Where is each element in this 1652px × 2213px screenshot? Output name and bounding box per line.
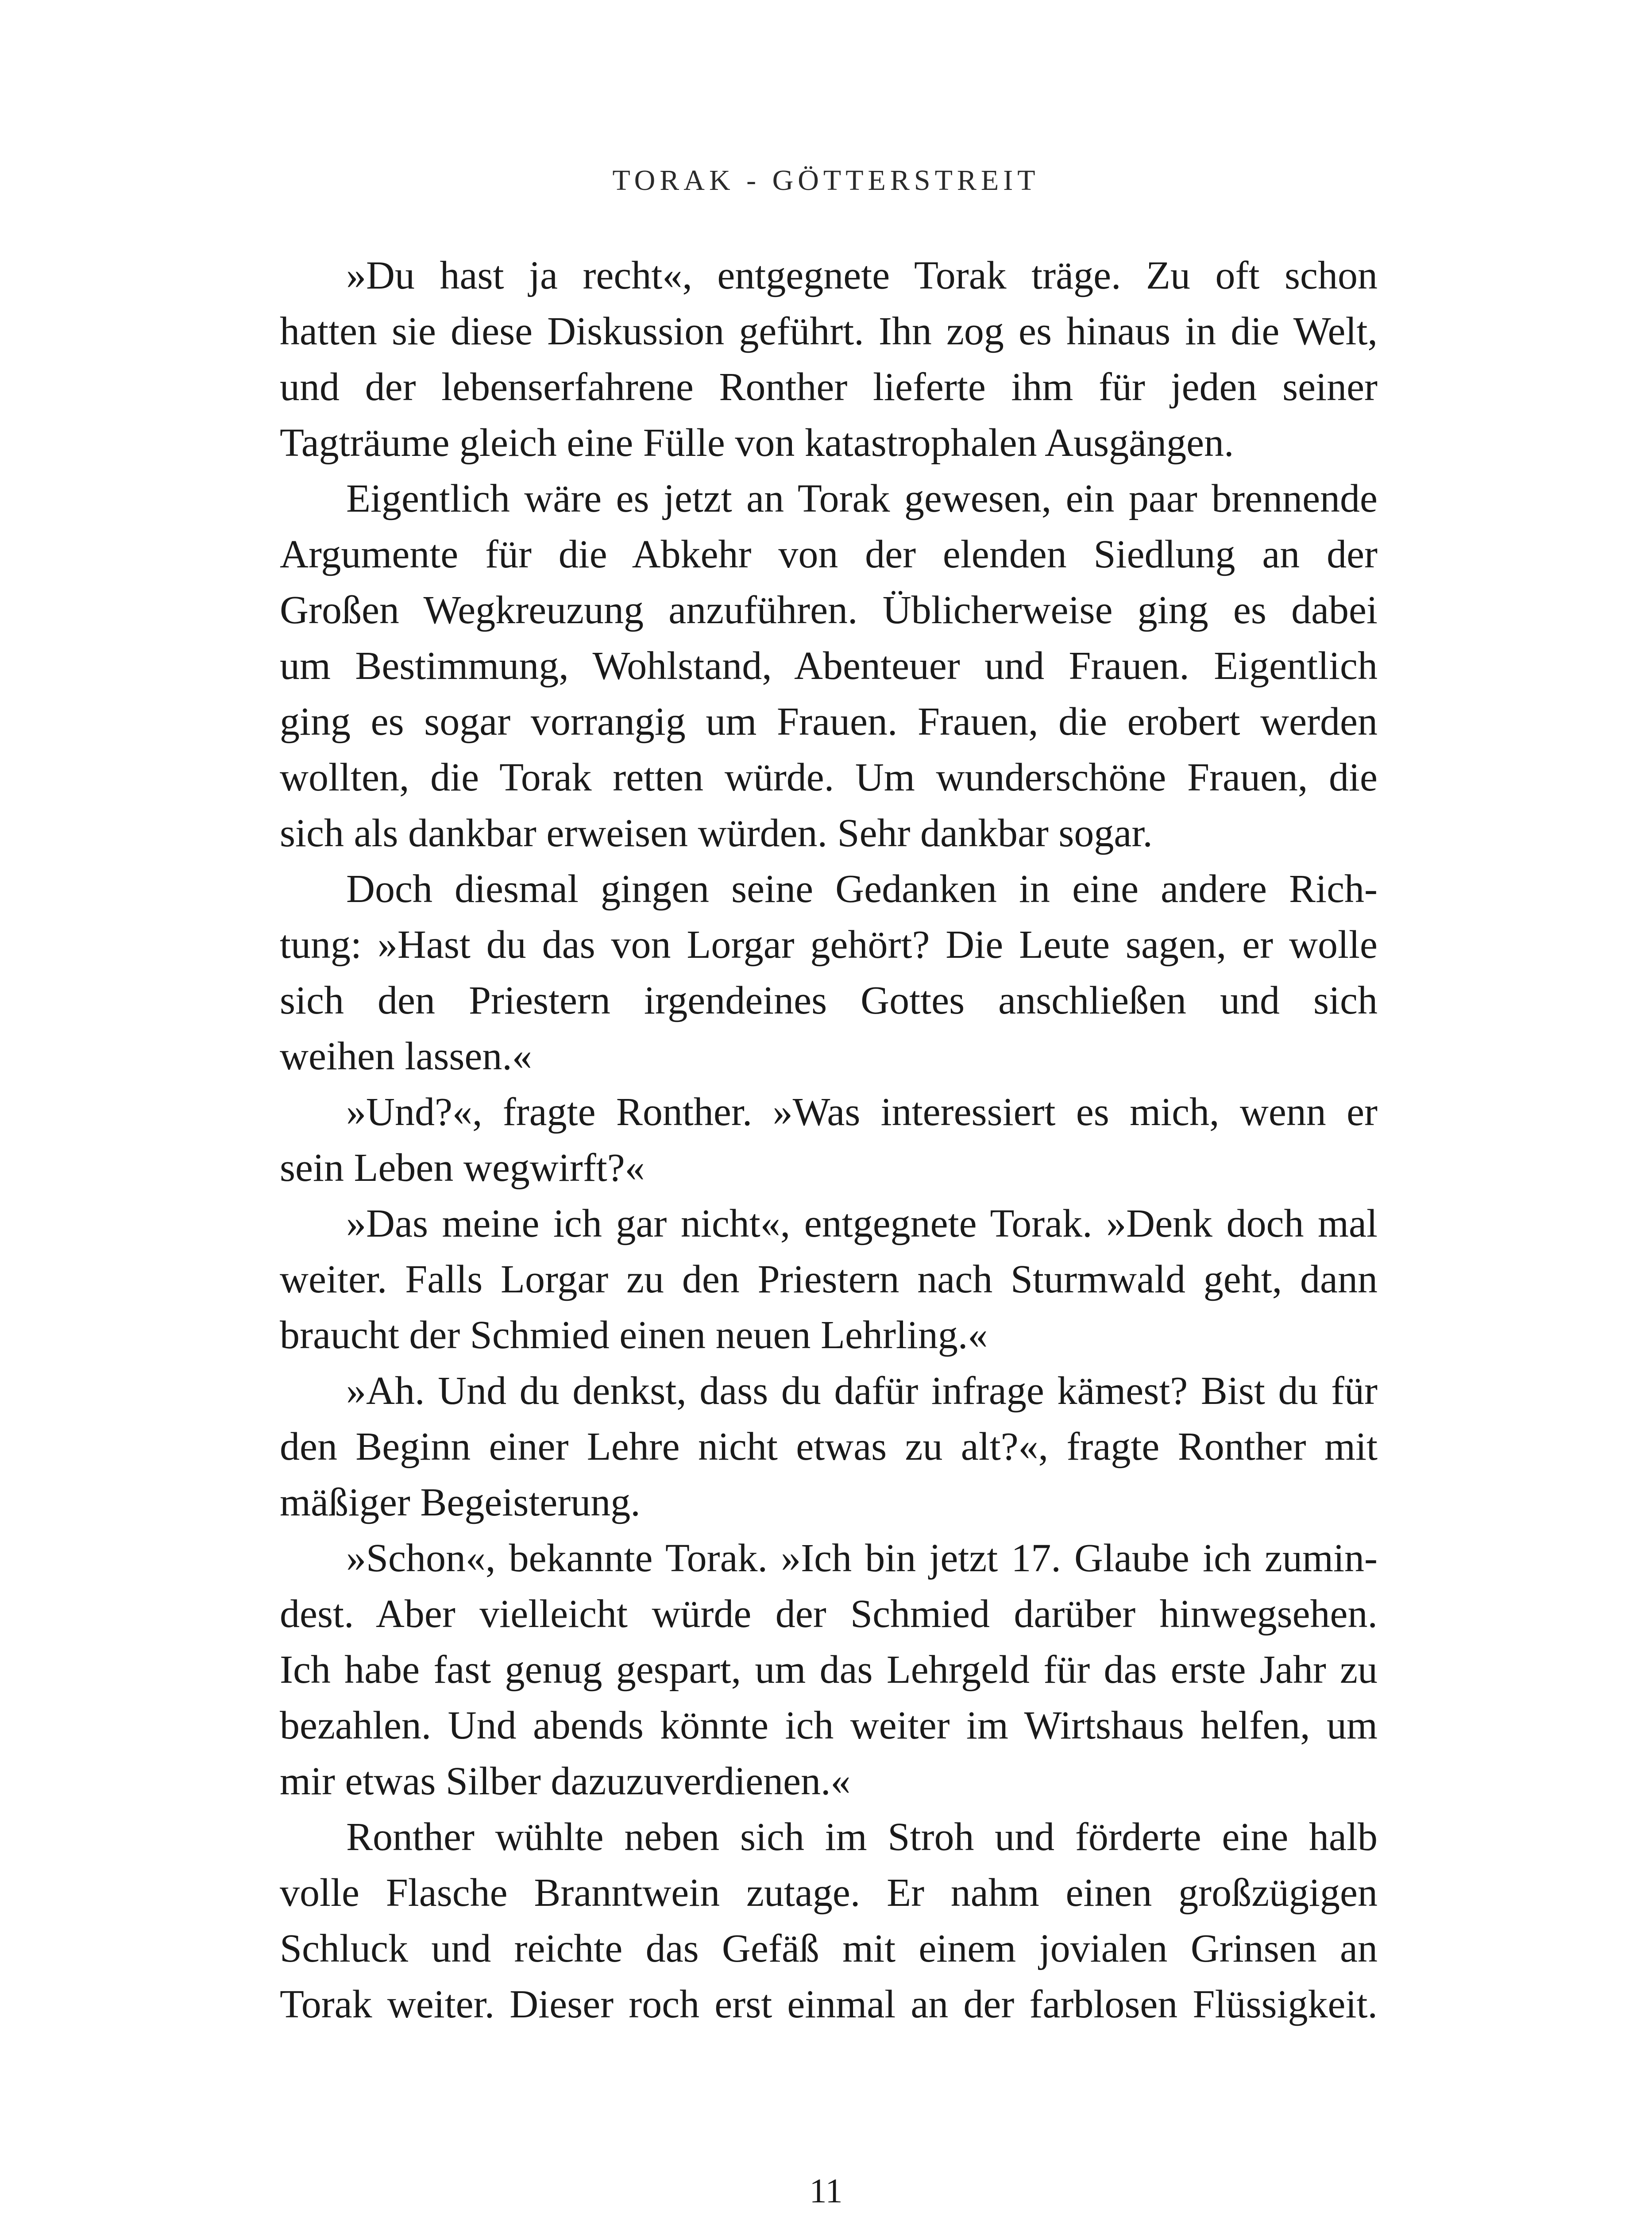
text-line: Argumente für die Abkehr von der elenden Siedlung an der	[280, 532, 1378, 576]
text-line: und der lebenserfahrene Ronther lieferte ihm für jeden seiner	[280, 365, 1378, 409]
body-text	[280, 248, 1378, 2032]
text-line: braucht der Schmied einen neuen Lehrling.«	[280, 1313, 988, 1357]
text-line: Ich habe fast genug gespart, um das Lehrgeld für das erste Jahr zu	[280, 1648, 1378, 1692]
running-head: TORAK - GÖTTERSTREIT	[612, 164, 1040, 197]
text-line: mir etwas Silber dazuzuverdienen.«	[280, 1759, 851, 1803]
text-line: ging es sogar vorrangig um Frauen. Frauen, die erobert werden	[280, 700, 1378, 744]
text-line: sich den Priestern irgendeines Gottes anschließen und sich	[280, 979, 1378, 1022]
text-line: sein Leben wegwirft?«	[280, 1146, 645, 1190]
text-line: »Das meine ich gar nicht«, entgegnete Torak. »Denk doch mal	[346, 1202, 1378, 1245]
text-line: tung: »Hast du das von Lorgar gehört? Die Leute sagen, er wolle	[280, 923, 1378, 967]
text-line: »Du hast ja recht«, entgegnete Torak träge. Zu oft schon	[346, 254, 1378, 297]
text-line: hatten sie diese Diskussion geführt. Ihn zog es hinaus in die Welt,	[280, 309, 1378, 353]
text-line: sich als dankbar erweisen würden. Sehr dankbar sogar.	[280, 811, 1153, 855]
text-line: weihen lassen.«	[280, 1034, 532, 1078]
text-line: weiter. Falls Lorgar zu den Priestern nach Sturmwald geht, dann	[280, 1257, 1378, 1301]
text-line: um Bestimmung, Wohlstand, Abenteuer und Frauen. Eigentlich	[280, 644, 1378, 688]
page-number: 11	[809, 2171, 843, 2210]
text-line: volle Flasche Branntwein zutage. Er nahm einen großzügigen	[280, 1871, 1378, 1915]
text-line: dest. Aber vielleicht würde der Schmied darüber hinwegsehen.	[280, 1592, 1378, 1636]
text-line: den Beginn einer Lehre nicht etwas zu alt?«, fragte Ronther mit	[280, 1425, 1378, 1469]
text-line: »Schon«, bekannte Torak. »Ich bin jetzt 17. Glaube ich zumin-	[346, 1536, 1378, 1580]
text-line: »Ah. Und du denkst, dass du dafür infrage kämest? Bist du für	[346, 1369, 1378, 1413]
text-line: Tagträume gleich eine Fülle von katastrophalen Ausgängen.	[280, 421, 1234, 465]
text-line: wollten, die Torak retten würde. Um wunderschöne Frauen, die	[280, 756, 1378, 799]
text-line: Eigentlich wäre es jetzt an Torak gewesen, ein paar brennende	[346, 477, 1378, 520]
text-line: »Und?«, fragte Ronther. »Was interessiert es mich, wenn er	[346, 1090, 1378, 1134]
text-line: bezahlen. Und abends könnte ich weiter im Wirtshaus helfen, um	[280, 1704, 1378, 1747]
text-line: Torak weiter. Dieser roch erst einmal an der farblosen Flüssigkeit.	[280, 1982, 1378, 2026]
text-line: mäßiger Begeisterung.	[280, 1480, 641, 1524]
text-line: Ronther wühlte neben sich im Stroh und förderte eine halb	[346, 1815, 1378, 1859]
text-line: Doch diesmal gingen seine Gedanken in eine andere Rich-	[346, 867, 1378, 911]
text-line: Schluck und reichte das Gefäß mit einem jovialen Grinsen an	[280, 1927, 1378, 1970]
text-line: Großen Wegkreuzung anzuführen. Üblicherweise ging es dabei	[280, 588, 1378, 632]
